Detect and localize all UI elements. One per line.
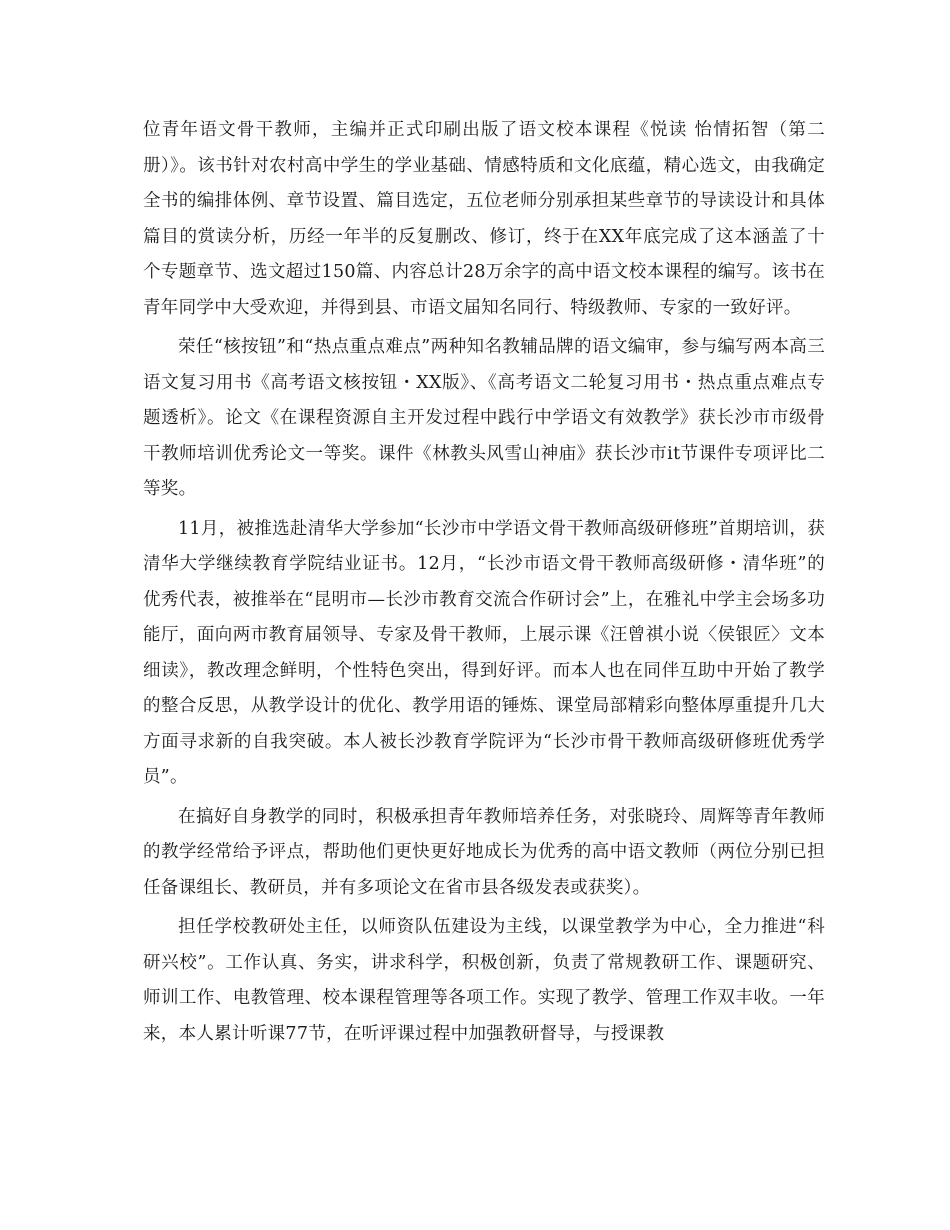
- paragraph-3: 11月，被推选赴清华大学参加“长沙市中学语文骨干教师高级研修班”首期培训，获清华大学继续教育学院结业证书。12月，“长沙市语文骨干教师高级研修・清华班”的优秀代表，被推举在“昆明市—长沙市教育交流合作研讨会”上，在雅礼中学主会场多功能厅，面向两市教育届领导、专家及骨干教师，上展示课《汪曾祺小说〈侯银匠〉文本细读》，教改理念鲜明，个性特色突出，得到好评。而本人也在同伴互助中开始了教学的整合反思，从教学设计的优化、教学用语的锤炼、课堂局部精彩向整体厚重提升几大方面寻求新的自我突破。本人被长沙教育学院评为“长沙市骨干教师高级研修班优秀学员”。: [143, 518, 825, 787]
- paragraph-4: 在搞好自身教学的同时，积极承担青年教师培养任务，对张晓玲、周辉等青年教师的教学经常给予评点，帮助他们更快更好地成长为优秀的高中语文教师（两位分别已担任备课组长、教研员，并有多项论文在省市县各级发表或获奖）。: [143, 806, 825, 898]
- paragraph-1: 位青年语文骨干教师，主编并正式印刷出版了语文校本课程《悦读 怡情拓智（第二册）》。该书针对农村高中学生的学业基础、情感特质和文化底蕴，精心选文，由我确定全书的编排体例、章节设置、篇目选定，五位老师分别承担某些章节的导读设计和具体篇目的赏读分析，历经一年半的反复删改、修订，终于在XX年底完成了这本涵盖了十个专题章节、选文超过150篇、内容总计28万余字的高中语文校本课程的编写。该书在青年同学中大受欢迎，并得到县、市语文届知名同行、特级教师、专家的一致好评。: [143, 120, 825, 318]
- document-page: [143, 113, 825, 1056]
- paragraph-2: 荣任“核按钮”和“热点重点难点”两种知名教辅品牌的语文编审，参与编写两本高三语文复习用书《高考语文核按钮・XX版》、《高考语文二轮复习用书・热点重点难点专题透析》。论文《在课程资源自主开发过程中践行中学语文有效教学》获长沙市市级骨干教师培训优秀论文一等奖。课件《林教头风雪山神庙》获长沙市it节课件专项评比二等奖。: [143, 337, 825, 499]
- paragraph-5: 担任学校教研处主任，以师资队伍建设为主线，以课堂教学为中心，全力推进“科研兴校”。工作认真、务实，讲求科学，积极创新，负责了常规教研工作、课题研究、师训工作、电教管理、校本课程管理等各项工作。实现了教学、管理工作双丰收。一年来，本人累计听课77节，在听评课过程中加强教研督导，与授课教: [143, 917, 825, 1044]
